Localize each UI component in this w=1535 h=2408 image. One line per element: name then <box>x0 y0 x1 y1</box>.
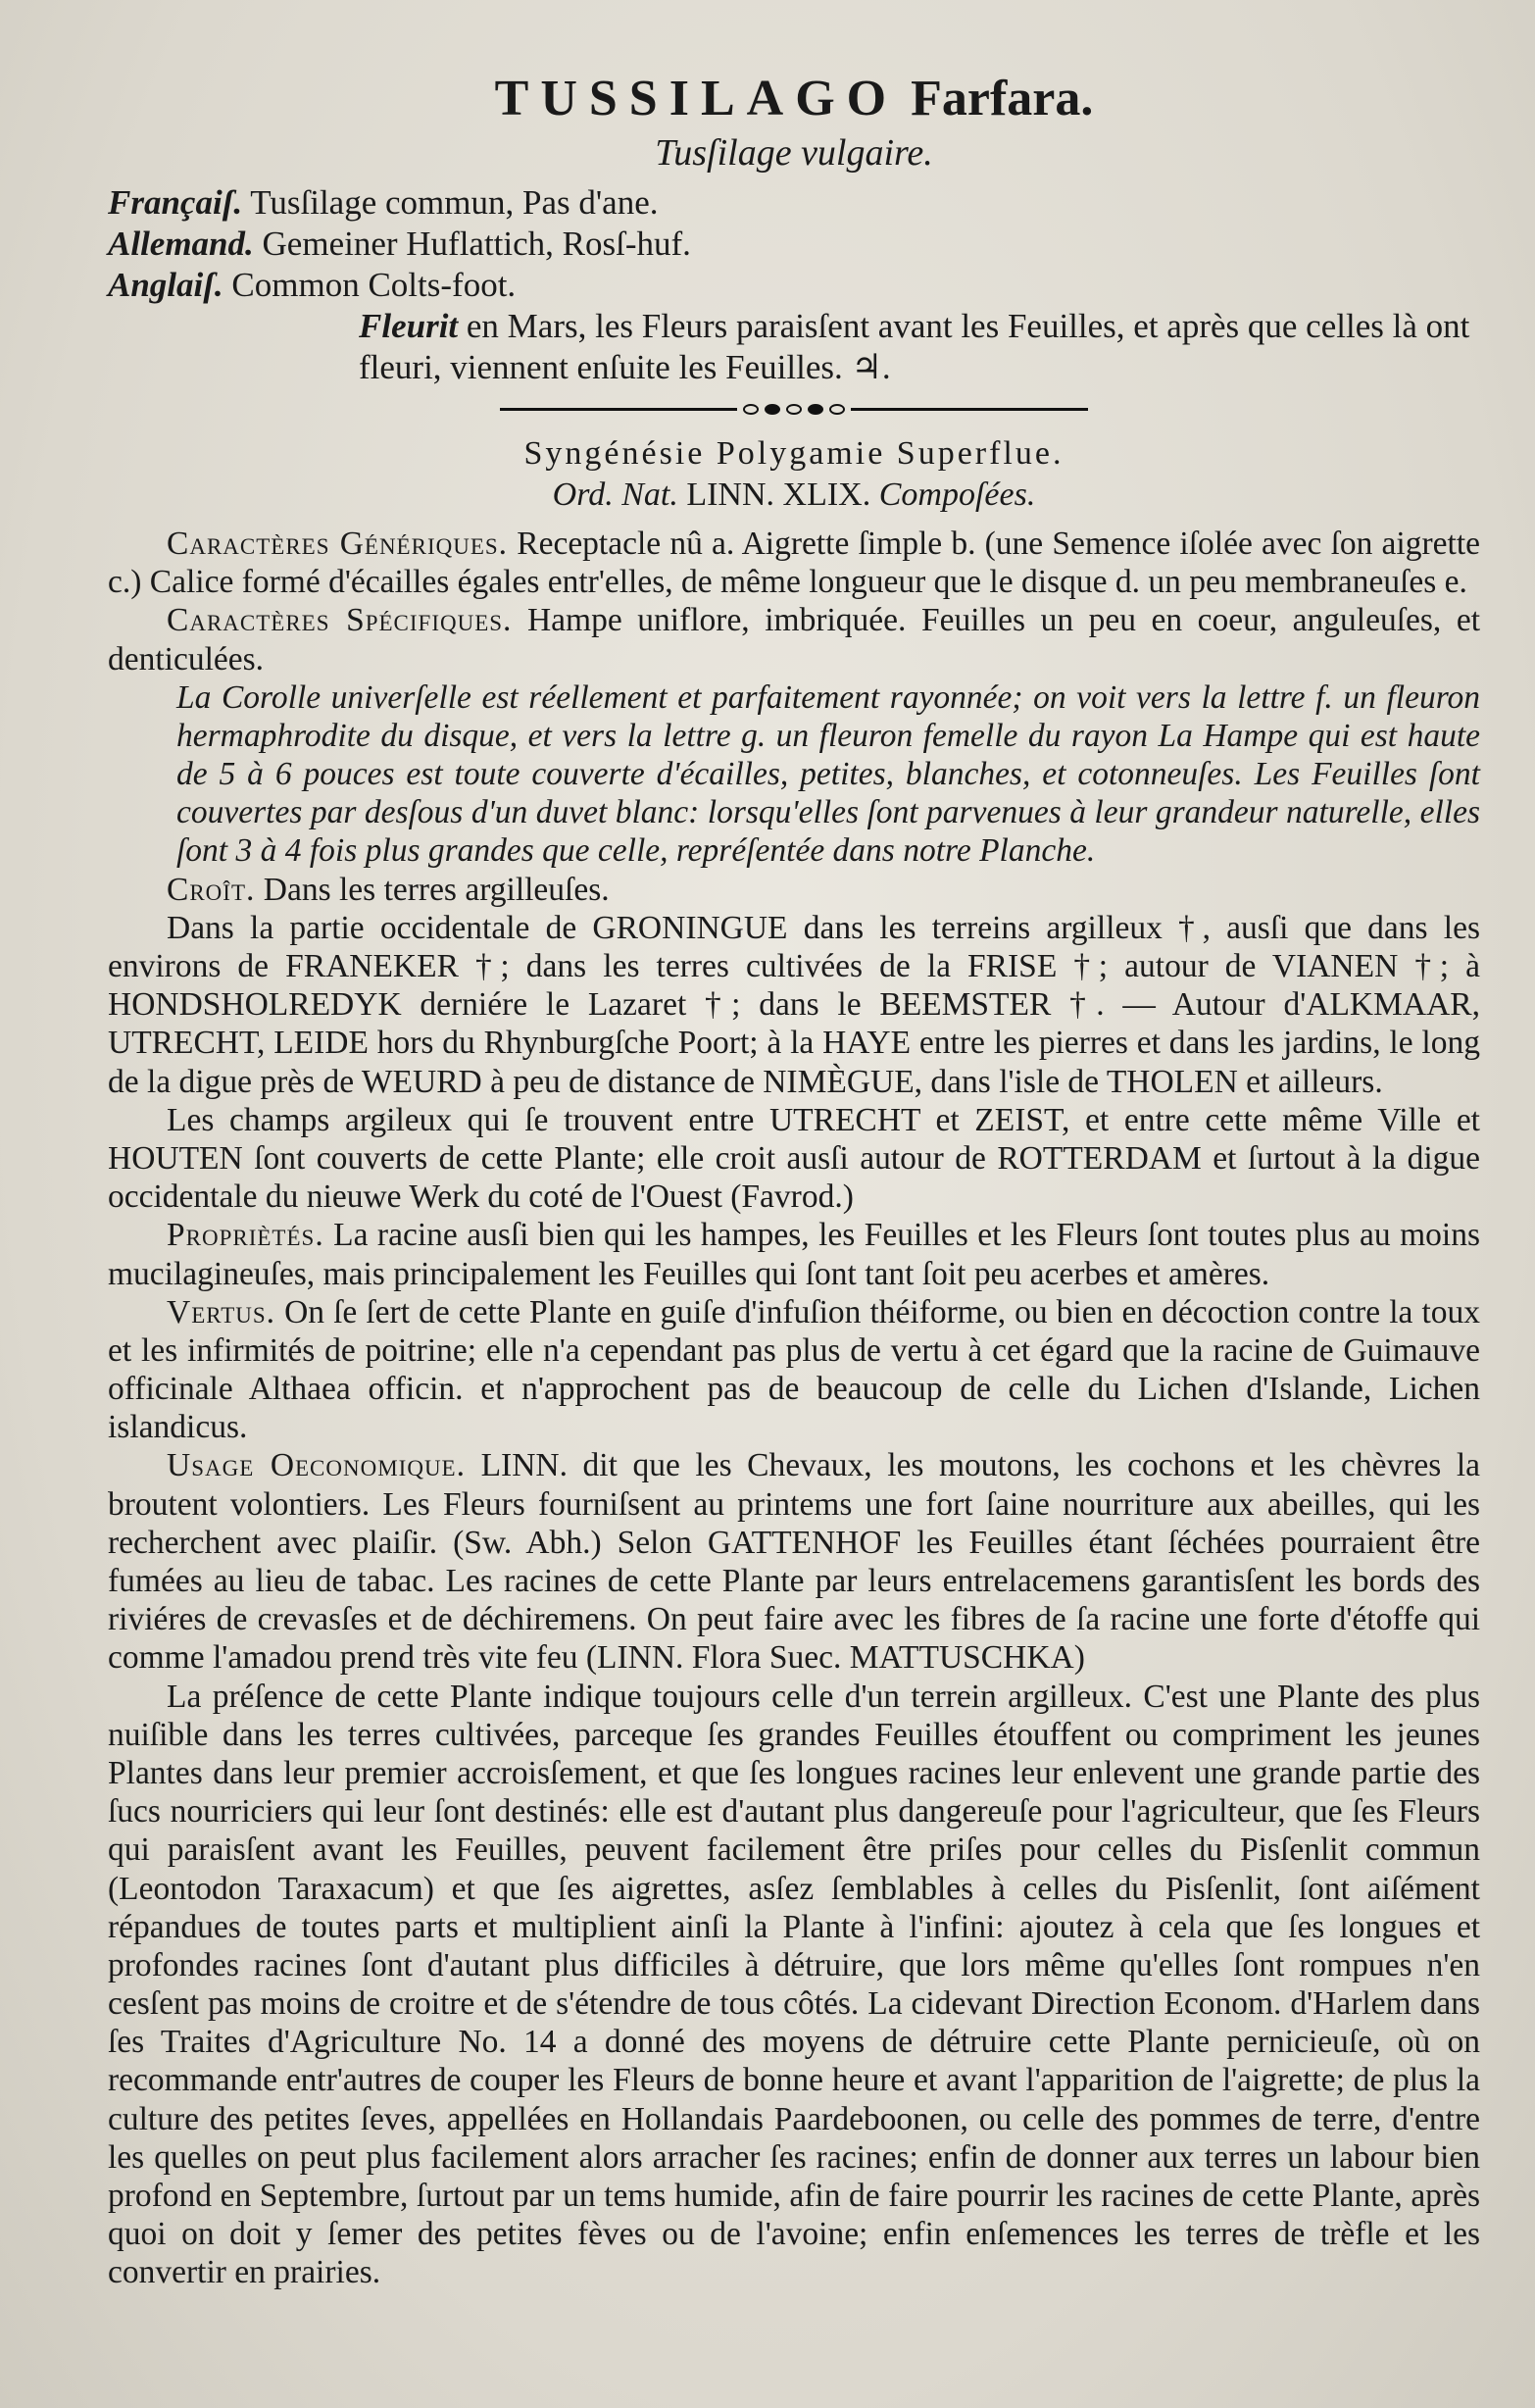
language-label: Anglaiſ. <box>108 265 223 304</box>
article-body <box>108 525 1480 2292</box>
vernacular-row-en <box>108 265 1480 306</box>
habitat <box>108 871 1480 909</box>
section-text: LINN. dit que les Chevaux, les moutons, les cochons et les chèvres la broutent volontiers. Les Fleurs fourniſsent au printems une fort ſaine nourriture aux abeilles, qui les recherchent avec plaiſir. (Sw. Abh.) Selon GATTENHOF les Feuilles étant ſéchées pourraient être fumées au lieu de tabac. Les racines de cette Plante par leurs entrelacemens garantisſent les bords des riviéres de crevasſes et de déchiremens. On peut faire avec les fibres de ſa racine une forte d'étoffe qui comme l'amadou prend très vite feu (LINN. Flora Suec. MATTUSCHKA) <box>108 1447 1481 1677</box>
description-note: La Corolle univerſelle est réellement et parfaitement rayonnée; on voit vers la lettre f. un fleuron hermaphrodite du disque, et vers la lettre g. un fleuron femelle du rayon La Hampe qui est haute de 5 à 6 pouces est toute couverte d'écailles, petites, blanches, et cotonneuſes. Les Feuilles ſont couvertes par desſous d'un duvet blanc: lorsqu'elles ſont parvenues à leur grandeur naturelle, elles ſont 3 à 4 fois plus grandes que celle, repréſentée dans notre Planche. <box>176 678 1480 870</box>
language-label: Françaiſ. <box>108 182 243 222</box>
flowering-note <box>359 306 1480 388</box>
ornamental-rule <box>500 402 1088 418</box>
section-heading: Caractères Spécifiques. <box>167 602 513 639</box>
vernacular-row-fr <box>108 182 1480 224</box>
page-title <box>108 69 1480 129</box>
flowering-lead: Fleurit <box>359 306 459 345</box>
section-heading: Vertus. <box>167 1293 276 1330</box>
properties <box>108 1216 1480 1292</box>
vernacular-name: Tusſilage commun, Pas d'ane. <box>250 182 659 222</box>
fields-paragraph: Les champs argileux qui ſe trouvent entre UTRECHT et ZEIST, et entre cette même Ville et HOUTEN ſont couverts de cette Plante; elle croit ausſi autour de ROTTERDAM et ſurtout à la digue occidentale du nieuwe Werk du coté de l'Ouest (Favrod.) <box>108 1101 1480 1216</box>
order-name: Compoſées. <box>878 477 1036 514</box>
specific-characters <box>108 601 1480 677</box>
locations-paragraph: Dans la partie occidentale de GRONINGUE dans les terreins argilleux †, ausſi que dans les environs de FRANEKER †; dans les terres cultivées de la FRISE †; autour de VIANEN †; à HONDSHOLREDYK derniére le Lazaret †; dans le BEEMSTER †. — Autour d'ALKMAAR, UTRECHT, LEIDE hors du Rhynburgſche Poort; à la HAYE entre les pierres et dans les jardins, le long de la digue près de WEURD à peu de distance de NIMÈGUE, dans l'isle de THOLEN et ailleurs. <box>108 909 1480 1100</box>
language-label: Allemand. <box>108 224 254 263</box>
vernacular-names <box>108 182 1480 306</box>
section-text: La racine ausſi bien qui les hampes, les Feuilles et les Fleurs ſont toutes plus au moins mucilagineuſes, mais principalement les Feuilles qui ſont tant ſoit peu acerbes et amères. <box>108 1217 1481 1292</box>
order-linn: LINN. XLIX. <box>686 477 871 514</box>
section-heading: Caractères Génériques. <box>167 525 509 562</box>
vernacular-name: Common Colts-foot. <box>231 265 517 304</box>
virtues <box>108 1293 1480 1447</box>
vernacular-name: Gemeiner Huflattich, Rosſ-huf. <box>262 224 691 263</box>
section-text: Dans les terres argilleuſes. <box>263 871 610 908</box>
presence-paragraph: La préſence de cette Plante indique toujours celle d'un terrein argilleux. C'est une Plante des plus nuiſible dans les terres cultivées, parceque ſes grandes Feuilles étouffent ou compriment les jeunes Plantes dans leur premier accroisſement, et que ſes longues racines leur enlevent une grande partie des ſucs nourriciers qui leur ſont destinés: elle est d'autant plus dangereuſe pour l'agriculteur, que ſes Fleurs qui paraisſent avant les Feuilles, peuvent facilement être priſes pour celles du Pisſenlit commun (Leontodon Taraxacum) et que ſes aigrettes, asſez ſemblables à celles du Pisſenlit, ſont aiſément répandues de toutes parts et multiplient ainſi la Plante à l'infini: ajoutez à cela que ſes longues et profondes racines ſont d'autant plus difficiles à détruire, que lors même qu'elles ſont rompues n'en cesſent pas moins de croitre et de s'étendre de tous côtés. La cidevant Direction Econom. d'Harlem dans ſes Traites d'Agriculture No. 14 a donné des moyens de détruire cette Plante pernicieuſe, où on recommande entr'autres de couper les Fleurs de bonne heure et avant l'apparition de l'aigrette; de plus la culture des petites ſeves, appellées en Hollandais Paardeboonen, ou celle des pommes de terre, d'entre les quelles on peut plus facilement alors arracher ſes racines; enfin de donner aux terres un labour bien profond en Septembre, ſurtout par un tems humide, afin de faire pourrir les racines de cette Plante, après quoi on doit y ſemer des petites fèves ou de l'avoine; enfin enſemences les terres de trèfle et les convertir en prairies. <box>108 1678 1480 2291</box>
species-name: Farfara. <box>911 71 1094 126</box>
natural-order <box>108 475 1480 517</box>
section-text: Receptacle nû a. Aigrette ſimple b. (une Semence iſolée avec ſon aigrette c.) Calice formé d'écailles égales entr'elles, de même longueur que le disque d. un peu membraneuſes e. <box>108 525 1480 601</box>
section-heading: Propriètés. <box>167 1217 324 1254</box>
section-heading: Croît. <box>167 871 256 908</box>
linnaean-class: Syngénésie Polygamie Superflue. <box>523 434 1065 472</box>
section-text: On ſe ſert de cette Plante en guiſe d'infuſion théiforme, ou bien en décoction contre la toux et les infirmités de poitrine; elle n'a cependant pas plus de vertu à cet égard que la racine de Guimauve officinale Althaea officin. et n'approchent pas de beaucoup de celle du Lichen d'Islande, Lichen islandicus. <box>108 1293 1480 1446</box>
order-label: Ord. Nat. <box>552 477 678 514</box>
flowering-text: en Mars, les Fleurs paraisſent avant les Feuilles, et après que celles là ont fleuri, viennent enſuite les Feuilles. ♃. <box>359 306 1470 386</box>
economic-use <box>108 1446 1480 1677</box>
generic-characters <box>108 525 1480 601</box>
document-page <box>108 69 1480 2292</box>
section-heading: Usage Oeconomique. <box>167 1447 466 1484</box>
vernacular-row-de <box>108 224 1480 265</box>
genus-name: TUSSILAGO <box>494 71 899 126</box>
section-text: Hampe uniflore, imbriquée. Feuilles un peu en coeur, anguleuſes, et denticulées. <box>108 602 1481 677</box>
page-subtitle: Tusſilage vulgaire. <box>655 132 933 175</box>
